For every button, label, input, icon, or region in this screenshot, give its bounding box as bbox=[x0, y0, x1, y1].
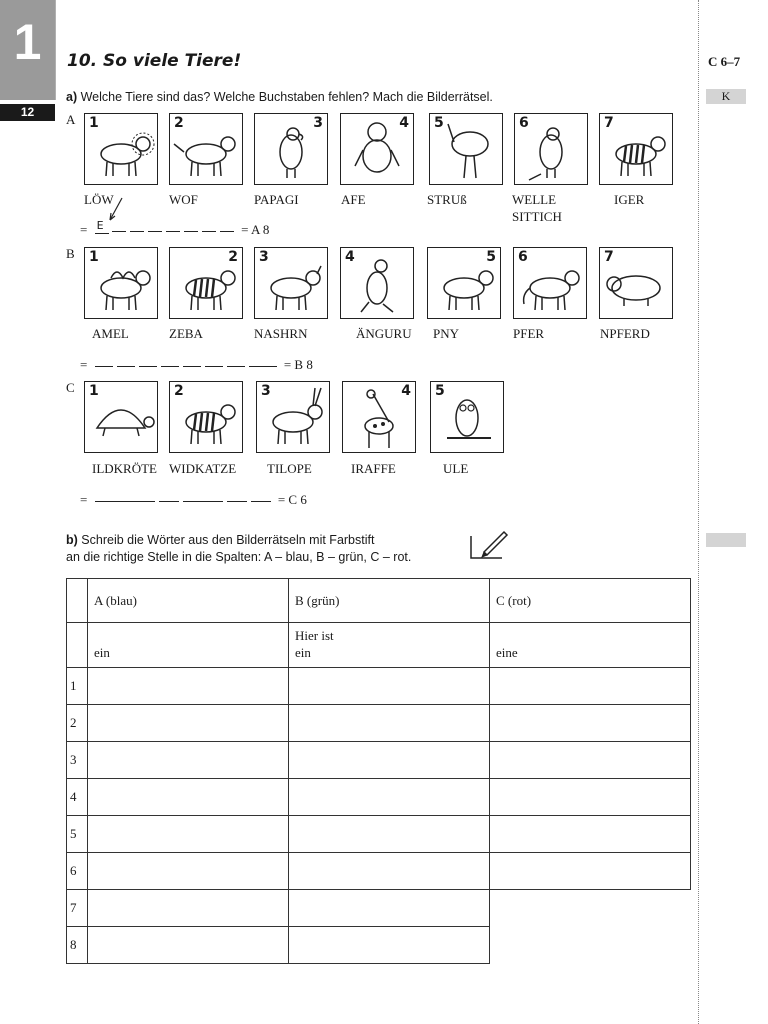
answer-cell[interactable] bbox=[289, 853, 490, 890]
picture-number: 5 bbox=[435, 383, 445, 399]
table-row bbox=[67, 816, 691, 853]
instruction-a-text: Welche Tiere sind das? Welche Buchstaben fehlen? Mach die Bilderrätsel. bbox=[77, 90, 493, 104]
table-row-label bbox=[67, 623, 88, 668]
picture-c4 bbox=[342, 381, 416, 453]
word-c2: WIDKATZE bbox=[169, 461, 237, 476]
row-number: 5 bbox=[67, 816, 88, 853]
row-number: 1 bbox=[67, 668, 88, 705]
picture-b6 bbox=[513, 247, 587, 319]
page-title: 10. So viele Tiere! bbox=[67, 51, 242, 71]
answer-cell[interactable] bbox=[289, 668, 490, 705]
picture-a3 bbox=[254, 113, 328, 185]
row-number: 6 bbox=[67, 853, 88, 890]
equals-sign: = bbox=[80, 357, 88, 372]
answer-result: = A 8 bbox=[241, 222, 270, 237]
instruction-b-line1: Schreib die Wörter aus den Bilderrätseln mit Farbstift bbox=[77, 533, 375, 547]
word-b7: NPFERD bbox=[600, 326, 650, 341]
margin-gray-box bbox=[706, 533, 746, 547]
picture-b5 bbox=[427, 247, 501, 319]
picture-b3 bbox=[254, 247, 328, 319]
answer-cell[interactable] bbox=[88, 705, 289, 742]
row-number: 2 bbox=[67, 705, 88, 742]
column-header-a: A (blau) bbox=[88, 579, 289, 623]
answer-result: = C 6 bbox=[277, 492, 307, 507]
answer-line-b bbox=[80, 357, 313, 373]
k-badge: K bbox=[706, 89, 746, 104]
picture-number: 5 bbox=[434, 115, 444, 131]
reference-label: C 6–7 bbox=[708, 54, 741, 69]
table-row bbox=[67, 742, 691, 779]
instruction-a bbox=[66, 90, 493, 104]
picture-number: 4 bbox=[399, 115, 409, 131]
word-b5: PNY bbox=[433, 326, 460, 341]
answer-cell[interactable] bbox=[490, 853, 691, 890]
answer-cell[interactable] bbox=[490, 705, 691, 742]
answer-result: = B 8 bbox=[283, 357, 313, 372]
word-b4: ÄNGURU bbox=[356, 326, 412, 341]
instruction-b-line2: an die richtige Stelle in die Spalten: A – blau, B – grün, C – rot. bbox=[66, 550, 412, 564]
row-number: 8 bbox=[67, 927, 88, 964]
answer-cell[interactable] bbox=[289, 890, 490, 927]
picture-number: 5 bbox=[486, 249, 496, 265]
answer-cell[interactable] bbox=[289, 816, 490, 853]
picture-number: 4 bbox=[401, 383, 411, 399]
picture-number: 2 bbox=[174, 383, 184, 399]
example-letter: E bbox=[96, 219, 104, 232]
picture-a7 bbox=[599, 113, 673, 185]
table-row bbox=[67, 927, 691, 964]
answer-cell[interactable] bbox=[88, 927, 289, 964]
row-letter-b: B bbox=[66, 246, 75, 261]
picture-b1 bbox=[84, 247, 158, 319]
picture-number: 7 bbox=[604, 249, 614, 265]
equals-sign: = bbox=[80, 222, 88, 237]
word-b6: PFER bbox=[513, 326, 545, 341]
answer-line-c bbox=[80, 492, 307, 508]
word-a4: AFE bbox=[341, 192, 366, 207]
empty-cell bbox=[490, 927, 691, 964]
answer-table bbox=[66, 578, 691, 964]
answer-cell[interactable] bbox=[289, 779, 490, 816]
picture-c5 bbox=[430, 381, 504, 453]
word-b2: ZEBA bbox=[169, 326, 203, 341]
picture-number: 1 bbox=[89, 115, 99, 131]
answer-cell[interactable] bbox=[289, 705, 490, 742]
picture-b4 bbox=[340, 247, 414, 319]
picture-number: 7 bbox=[604, 115, 614, 131]
answer-cell[interactable] bbox=[490, 742, 691, 779]
word-a5: STRUß bbox=[427, 192, 467, 207]
picture-b7 bbox=[599, 247, 673, 319]
answer-cell[interactable] bbox=[88, 668, 289, 705]
answer-cell[interactable] bbox=[88, 853, 289, 890]
answer-cell[interactable] bbox=[490, 816, 691, 853]
instruction-a-letter: a) bbox=[66, 90, 78, 104]
answer-cell[interactable] bbox=[88, 816, 289, 853]
word-c3: TILOPE bbox=[267, 461, 312, 476]
table-row bbox=[67, 853, 691, 890]
word-a6: WELLE SITTICH bbox=[512, 192, 562, 224]
picture-a6 bbox=[514, 113, 588, 185]
picture-number: 3 bbox=[259, 249, 269, 265]
picture-number: 3 bbox=[261, 383, 271, 399]
row-number: 7 bbox=[67, 890, 88, 927]
answer-line-a bbox=[80, 219, 270, 238]
table-row bbox=[67, 779, 691, 816]
pencil-icon bbox=[470, 530, 510, 560]
column-header-b: B (grün) bbox=[289, 579, 490, 623]
sub-header-c: eine bbox=[490, 623, 691, 668]
picture-c2 bbox=[169, 381, 243, 453]
margin-divider bbox=[55, 0, 56, 100]
picture-number: 4 bbox=[345, 249, 355, 265]
word-b1: AMEL bbox=[92, 326, 129, 341]
word-c1: ILDKRÖTE bbox=[92, 461, 157, 476]
answer-cell[interactable] bbox=[289, 742, 490, 779]
picture-number: 6 bbox=[518, 249, 528, 265]
table-corner-cell bbox=[67, 579, 88, 623]
empty-cell bbox=[490, 890, 691, 927]
word-a2: WOF bbox=[169, 192, 198, 207]
picture-a4 bbox=[340, 113, 414, 185]
word-b3: NASHRN bbox=[254, 326, 308, 341]
picture-number: 1 bbox=[89, 383, 99, 399]
word-c4: IRAFFE bbox=[351, 461, 396, 476]
dotted-margin-line bbox=[698, 0, 699, 1024]
equals-sign: = bbox=[80, 492, 88, 507]
table-row bbox=[67, 890, 691, 927]
sub-header-b bbox=[289, 623, 490, 668]
picture-number: 2 bbox=[228, 249, 238, 265]
sub-header-b-line1: Hier ist bbox=[295, 628, 334, 643]
word-c5: ULE bbox=[443, 461, 469, 476]
picture-a5 bbox=[429, 113, 503, 185]
picture-number: 2 bbox=[174, 115, 184, 131]
answer-cell[interactable] bbox=[490, 668, 691, 705]
answer-cell[interactable] bbox=[88, 890, 289, 927]
picture-a2 bbox=[169, 113, 243, 185]
column-header-c: C (rot) bbox=[490, 579, 691, 623]
answer-cell[interactable] bbox=[490, 779, 691, 816]
word-a7: IGER bbox=[614, 192, 645, 207]
instruction-b-letter: b) bbox=[66, 533, 78, 547]
picture-b2 bbox=[169, 247, 243, 319]
row-letter-c: C bbox=[66, 380, 75, 395]
row-number: 3 bbox=[67, 742, 88, 779]
picture-c1 bbox=[84, 381, 158, 453]
picture-a1 bbox=[84, 113, 158, 185]
table-row bbox=[67, 668, 691, 705]
picture-number: 1 bbox=[89, 249, 99, 265]
picture-c3 bbox=[256, 381, 330, 453]
instruction-b bbox=[66, 532, 411, 566]
answer-cell[interactable] bbox=[88, 779, 289, 816]
sub-header-a: ein bbox=[88, 623, 289, 668]
word-a3: PAPAGI bbox=[254, 192, 299, 207]
page-number: 12 bbox=[0, 104, 55, 121]
word-a1: LÖW bbox=[84, 192, 114, 207]
picture-number: 6 bbox=[519, 115, 529, 131]
row-number: 4 bbox=[67, 779, 88, 816]
table-row bbox=[67, 705, 691, 742]
picture-number: 3 bbox=[313, 115, 323, 131]
answer-cell[interactable] bbox=[88, 742, 289, 779]
sub-header-b-line2: ein bbox=[295, 645, 311, 660]
chapter-number: 1 bbox=[13, 14, 42, 70]
answer-cell[interactable] bbox=[289, 927, 490, 964]
row-letter-a: A bbox=[66, 112, 76, 127]
